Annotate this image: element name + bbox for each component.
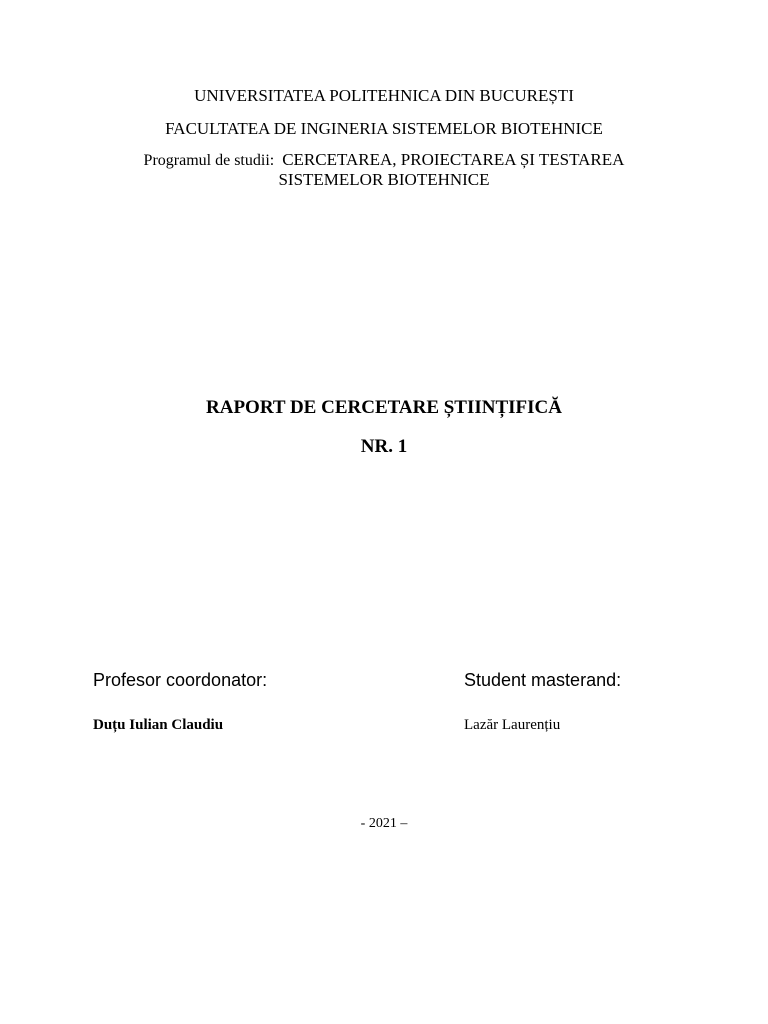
student-label: Student masterand: — [464, 670, 622, 690]
study-program-label: Programul de studii: — [143, 152, 275, 169]
report-number: NR. 1 — [360, 436, 408, 457]
student-name: Lazăr Laurențiu — [464, 717, 561, 733]
year: - 2021 – — [360, 816, 408, 831]
study-program-name-continued: SISTEMELOR BIOTEHNICE — [278, 170, 490, 189]
study-program-line — [0, 150, 768, 170]
professor-name: Duțu Iulian Claudiu — [93, 717, 224, 733]
professor-label: Profesor coordonator: — [93, 670, 268, 690]
report-title: RAPORT DE CERCETARE ȘTIINȚIFICĂ — [206, 397, 562, 418]
study-program-name: CERCETAREA, PROIECTAREA ȘI TESTAREA — [282, 150, 625, 169]
university-name: UNIVERSITATEA POLITEHNICA DIN BUCUREȘTI — [194, 86, 574, 105]
faculty-name: FACULTATEA DE INGINERIA SISTEMELOR BIOTEHNICE — [165, 119, 603, 138]
